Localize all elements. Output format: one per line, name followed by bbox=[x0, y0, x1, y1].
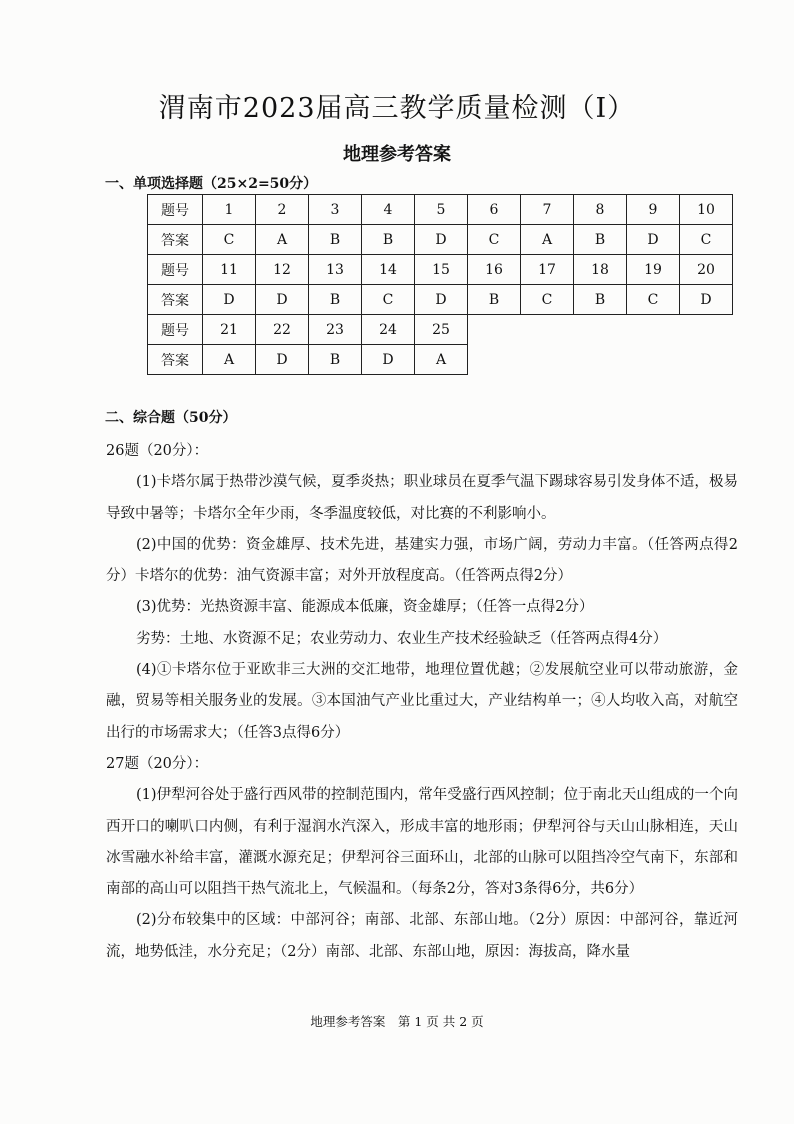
answer-cell: C bbox=[680, 225, 733, 255]
question-number-cell: 24 bbox=[362, 315, 415, 345]
answer-row bbox=[148, 285, 733, 315]
answer-cell: C bbox=[521, 285, 574, 315]
question-number-cell: 22 bbox=[256, 315, 309, 345]
answer-cell: C bbox=[362, 285, 415, 315]
question-number-cell: 10 bbox=[680, 195, 733, 225]
question-number-cell: 8 bbox=[574, 195, 627, 225]
answer-cell: C bbox=[203, 225, 256, 255]
answer-cell: B bbox=[309, 345, 362, 375]
answer-cell: B bbox=[574, 225, 627, 255]
q26-part2: (2)中国的优势：资金雄厚、技术先进，基建实力强，市场广阔，劳动力丰富。（任答两点得2分）卡塔尔的优势：油气资源丰富；对外开放程度高。（任答两点得2分） bbox=[106, 536, 738, 585]
answer-cell: D bbox=[256, 345, 309, 375]
q26-part3-advantage: (3)优势：光热资源丰富、能源成本低廉，资金雄厚；（任答一点得2分） bbox=[136, 599, 594, 616]
question-number-cell: 7 bbox=[521, 195, 574, 225]
empty-cell bbox=[468, 315, 521, 345]
row-header: 题号 bbox=[148, 255, 203, 285]
empty-cell bbox=[680, 315, 733, 345]
empty-cell bbox=[680, 345, 733, 375]
q27-heading: 27题（20分）： bbox=[106, 755, 209, 772]
answer-cell: B bbox=[468, 285, 521, 315]
empty-cell bbox=[468, 345, 521, 375]
answer-row bbox=[148, 225, 733, 255]
empty-cell bbox=[521, 345, 574, 375]
section2-heading: 二、综合题（50分） bbox=[105, 410, 237, 426]
answer-cell: A bbox=[521, 225, 574, 255]
answer-body bbox=[106, 436, 738, 968]
answer-cell: B bbox=[574, 285, 627, 315]
answer-cell: B bbox=[309, 225, 362, 255]
question-number-cell: 6 bbox=[468, 195, 521, 225]
question-number-cell: 25 bbox=[415, 315, 468, 345]
empty-cell bbox=[574, 315, 627, 345]
answer-table bbox=[147, 194, 733, 375]
question-number-cell: 3 bbox=[309, 195, 362, 225]
answer-cell: D bbox=[415, 225, 468, 255]
empty-cell bbox=[521, 315, 574, 345]
question-number-cell: 9 bbox=[627, 195, 680, 225]
question-number-cell: 16 bbox=[468, 255, 521, 285]
question-number-cell: 11 bbox=[203, 255, 256, 285]
question-number-cell: 12 bbox=[256, 255, 309, 285]
answer-cell: D bbox=[680, 285, 733, 315]
question-number-cell: 2 bbox=[256, 195, 309, 225]
answer-cell: A bbox=[203, 345, 256, 375]
question-number-cell: 1 bbox=[203, 195, 256, 225]
answer-cell: B bbox=[362, 225, 415, 255]
row-header: 答案 bbox=[148, 225, 203, 255]
section1-heading: 一、单项选择题（25×2=50分） bbox=[105, 176, 318, 192]
question-number-cell: 21 bbox=[203, 315, 256, 345]
answer-cell: D bbox=[256, 285, 309, 315]
row-header: 题号 bbox=[148, 315, 203, 345]
answer-cell: D bbox=[203, 285, 256, 315]
question-number-row bbox=[148, 195, 733, 225]
question-number-row bbox=[148, 255, 733, 285]
question-number-cell: 23 bbox=[309, 315, 362, 345]
page-title: 渭南市2023届高三教学质量检测（Ⅰ） bbox=[158, 93, 636, 124]
answer-cell: C bbox=[468, 225, 521, 255]
answer-cell: C bbox=[627, 285, 680, 315]
answer-cell: D bbox=[627, 225, 680, 255]
answer-cell: A bbox=[256, 225, 309, 255]
row-header: 答案 bbox=[148, 345, 203, 375]
question-number-cell: 4 bbox=[362, 195, 415, 225]
question-number-cell: 19 bbox=[627, 255, 680, 285]
question-number-cell: 15 bbox=[415, 255, 468, 285]
answer-cell: D bbox=[415, 285, 468, 315]
answer-cell: A bbox=[415, 345, 468, 375]
row-header: 题号 bbox=[148, 195, 203, 225]
page-subtitle: 地理参考答案 bbox=[343, 144, 451, 165]
question-number-row bbox=[148, 315, 733, 345]
q27-part1: (1)伊犁河谷处于盛行西风带的控制范围内，常年受盛行西风控制；位于南北天山组成的一个向西开口的喇叭口内侧，有利于湿润水汽深入，形成丰富的地形雨；伊犁河谷与天山山脉相连，天山冰雪融水补给丰富，灌溉水源充足；伊犁河谷三面环山，北部的山脉可以阻挡冷空气南下，东部和南部的高山可以阻挡干热气流北上，气候温和。（每条2分，答对3条得6分，共6分） bbox=[106, 787, 738, 898]
question-number-cell: 17 bbox=[521, 255, 574, 285]
q27-part2: (2)分布较集中的区域：中部河谷；南部、北部、东部山地。（2分）原因：中部河谷，靠近河流，地势低洼，水分充足；（2分）南部、北部、东部山地，原因：海拔高，降水量 bbox=[106, 912, 738, 960]
question-number-cell: 20 bbox=[680, 255, 733, 285]
empty-cell bbox=[627, 345, 680, 375]
page-footer: 地理参考答案 第 1 页 共 2 页 bbox=[310, 1014, 484, 1029]
question-number-cell: 13 bbox=[309, 255, 362, 285]
answer-cell: D bbox=[362, 345, 415, 375]
q26-heading: 26题（20分）： bbox=[106, 443, 209, 459]
row-header: 答案 bbox=[148, 285, 203, 315]
question-number-cell: 18 bbox=[574, 255, 627, 285]
q26-part3-disadvantage: 劣势：土地、水资源不足；农业劳动力、农业生产技术经验缺乏（任答两点得4分） bbox=[136, 630, 668, 647]
q26-part4: (4)①卡塔尔位于亚欧非三大洲的交汇地带，地理位置优越；②发展航空业可以带动旅游，金融，贸易等相关服务业的发展。③本国油气产业比重过大，产业结构单一；④人均收入高，对航空出行的市场需求大；（任答3点得6分） bbox=[106, 662, 738, 741]
empty-cell bbox=[574, 345, 627, 375]
question-number-cell: 14 bbox=[362, 255, 415, 285]
answer-cell: B bbox=[309, 285, 362, 315]
question-number-cell: 5 bbox=[415, 195, 468, 225]
answer-row bbox=[148, 345, 733, 375]
q26-part1: (1)卡塔尔属于热带沙漠气候，夏季炎热；职业球员在夏季气温下踢球容易引发身体不适，极易导致中暑等；卡塔尔全年少雨，冬季温度较低，对比赛的不利影响小。 bbox=[106, 474, 738, 522]
empty-cell bbox=[627, 315, 680, 345]
